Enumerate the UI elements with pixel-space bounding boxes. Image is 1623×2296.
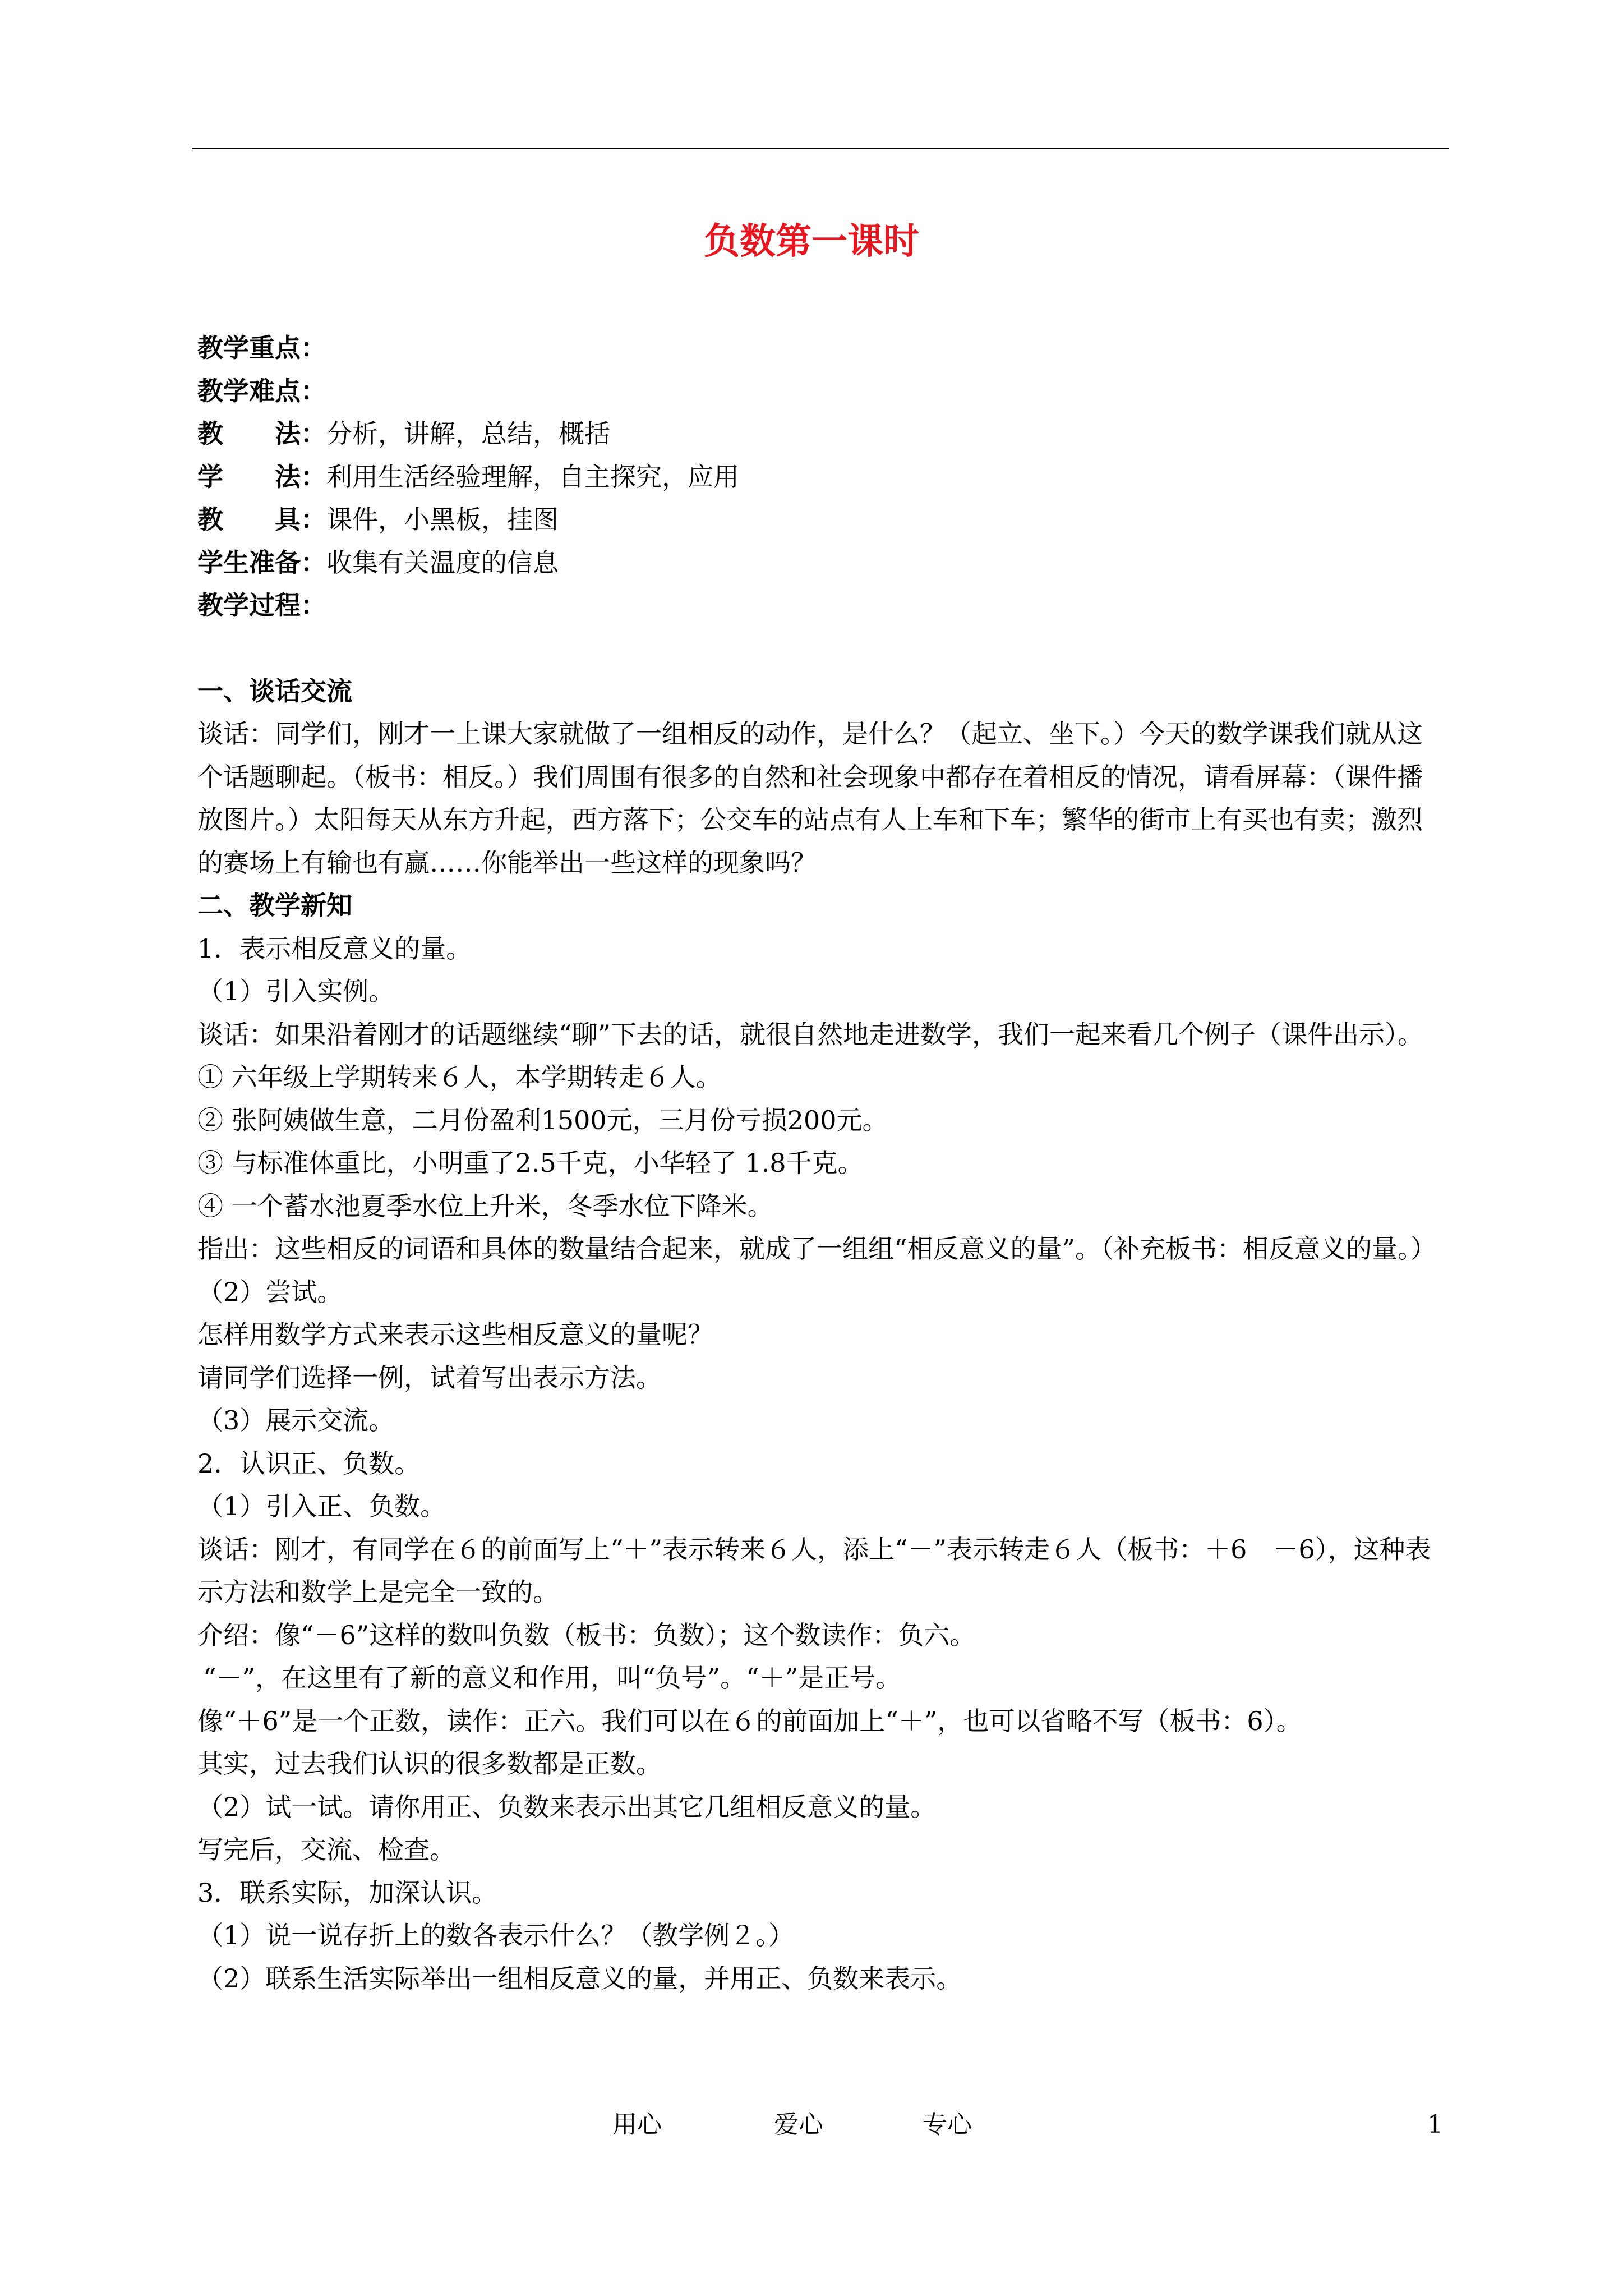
meta-difficult-points: 教学难点： xyxy=(197,375,326,406)
header-rule xyxy=(192,148,1449,149)
subsection-2-positive: 像“＋6”是一个正数，读作：正六。我们可以在６的前面加上“＋”，也可以省略不写（板书：6）。 xyxy=(197,1705,1302,1736)
subsection-2-step-2: （2）试一试。请你用正、负数来表示出其它几组相反意义的量。 xyxy=(197,1791,937,1822)
page-footer xyxy=(0,2102,1623,2147)
meta-key-points: 教学重点： xyxy=(197,333,326,363)
subsection-2-intro: 介绍：像“－6”这样的数叫负数（板书：负数）；这个数读作：负六。 xyxy=(197,1619,976,1650)
subsection-2-sign: “－”，在这里有了新的意义和作用，叫“负号”。“＋”是正号。 xyxy=(203,1663,902,1693)
subsection-2-step-2b: 写完后，交流、检查。 xyxy=(197,1834,455,1865)
subsection-2-positive-2: 其实，过去我们认识的很多数都是正数。 xyxy=(197,1749,662,1779)
example-4: ④ 一个蓄水池夏季水位上升米，冬季水位下降米。 xyxy=(197,1190,773,1221)
section-1-paragraph: 谈话：同学们，刚才一上课大家就做了一组相反的动作，是什么？（起立、坐下。）今天的数学课我们就从这个话题聊起。（板书：相反。）我们周围有很多的自然和社会现象中都存在着相反的情况，请看屏幕：（课件播放图片。）太阳每天从东方升起，西方落下；公交车的站点有人上车和下车；繁华的街市上有买也有卖；激烈的赛场上有输也有赢……你能举出一些这样的现象吗？ xyxy=(197,719,1423,878)
subsection-3-step-2: （2）联系生活实际举出一组相反意义的量，并用正、负数来表示。 xyxy=(197,1963,962,1994)
page-title: 负数第一课时 xyxy=(704,220,919,263)
subsection-2-step-1: （1）引入正、负数。 xyxy=(197,1491,446,1521)
example-3: ③ 与标准体重比，小明重了2.5千克，小华轻了 1.8千克。 xyxy=(197,1148,864,1178)
meta-teaching-tools: 教 具：课件，小黑板，挂图 xyxy=(197,504,559,535)
footer-word-3: 专心 xyxy=(923,2110,972,2139)
meta-process: 教学过程： xyxy=(197,590,326,620)
example-2: ② 张阿姨做生意，二月份盈利1500元，三月份亏损200元。 xyxy=(197,1105,888,1135)
footer-word-2: 爱心 xyxy=(774,2110,823,2139)
document-body xyxy=(197,326,1448,2000)
subsection-1: 1．表示相反意义的量。 xyxy=(197,933,472,964)
meta-teaching-method: 教 法：分析，讲解，总结，概括 xyxy=(197,418,610,449)
section-heading-2: 二、教学新知 xyxy=(197,890,352,921)
subsection-3: 3．联系实际，加深认识。 xyxy=(197,1877,498,1908)
meta-student-prep: 学生准备：收集有关温度的信息 xyxy=(197,547,559,578)
spacer xyxy=(197,627,1448,670)
subsection-2: 2．认识正、负数。 xyxy=(197,1448,421,1479)
subsection-1-talk: 谈话：如果沿着刚才的话题继续“聊”下去的话，就很自然地走进数学，我们一起来看几个例子（课件出示）。 xyxy=(197,1019,1424,1050)
meta-learning-method: 学 法：利用生活经验理解，自主探究，应用 xyxy=(197,461,739,492)
footer-word-1: 用心 xyxy=(612,2110,662,2139)
subsection-1-step-1: （1）引入实例。 xyxy=(197,976,395,1006)
subsection-2-talk: 谈话：刚才，有同学在６的前面写上“＋”表示转来６人，添上“－”表示转走６人（板书：＋6 －6），这种表示方法和数学上是完全一致的。 xyxy=(197,1534,1431,1607)
subsection-1-step-2-question: 怎样用数学方式来表示这些相反意义的量呢？ xyxy=(197,1319,713,1350)
subsection-1-step-3: （3）展示交流。 xyxy=(197,1405,395,1435)
example-1: ① 六年级上学期转来６人，本学期转走６人。 xyxy=(197,1062,722,1092)
subsection-1-step-2-answer: 请同学们选择一例，试着写出表示方法。 xyxy=(197,1362,662,1393)
point-out-paragraph: 指出：这些相反的词语和具体的数量结合起来，就成了一组组“相反意义的量”。（补充板书：相反意义的量。） xyxy=(197,1234,1437,1264)
subsection-3-step-1: （1）说一说存折上的数各表示什么？（教学例２。） xyxy=(197,1920,795,1950)
subsection-1-step-2: （2）尝试。 xyxy=(197,1276,343,1307)
section-heading-1: 一、谈话交流 xyxy=(197,675,352,706)
page-number: 1 xyxy=(1427,2110,1443,2139)
